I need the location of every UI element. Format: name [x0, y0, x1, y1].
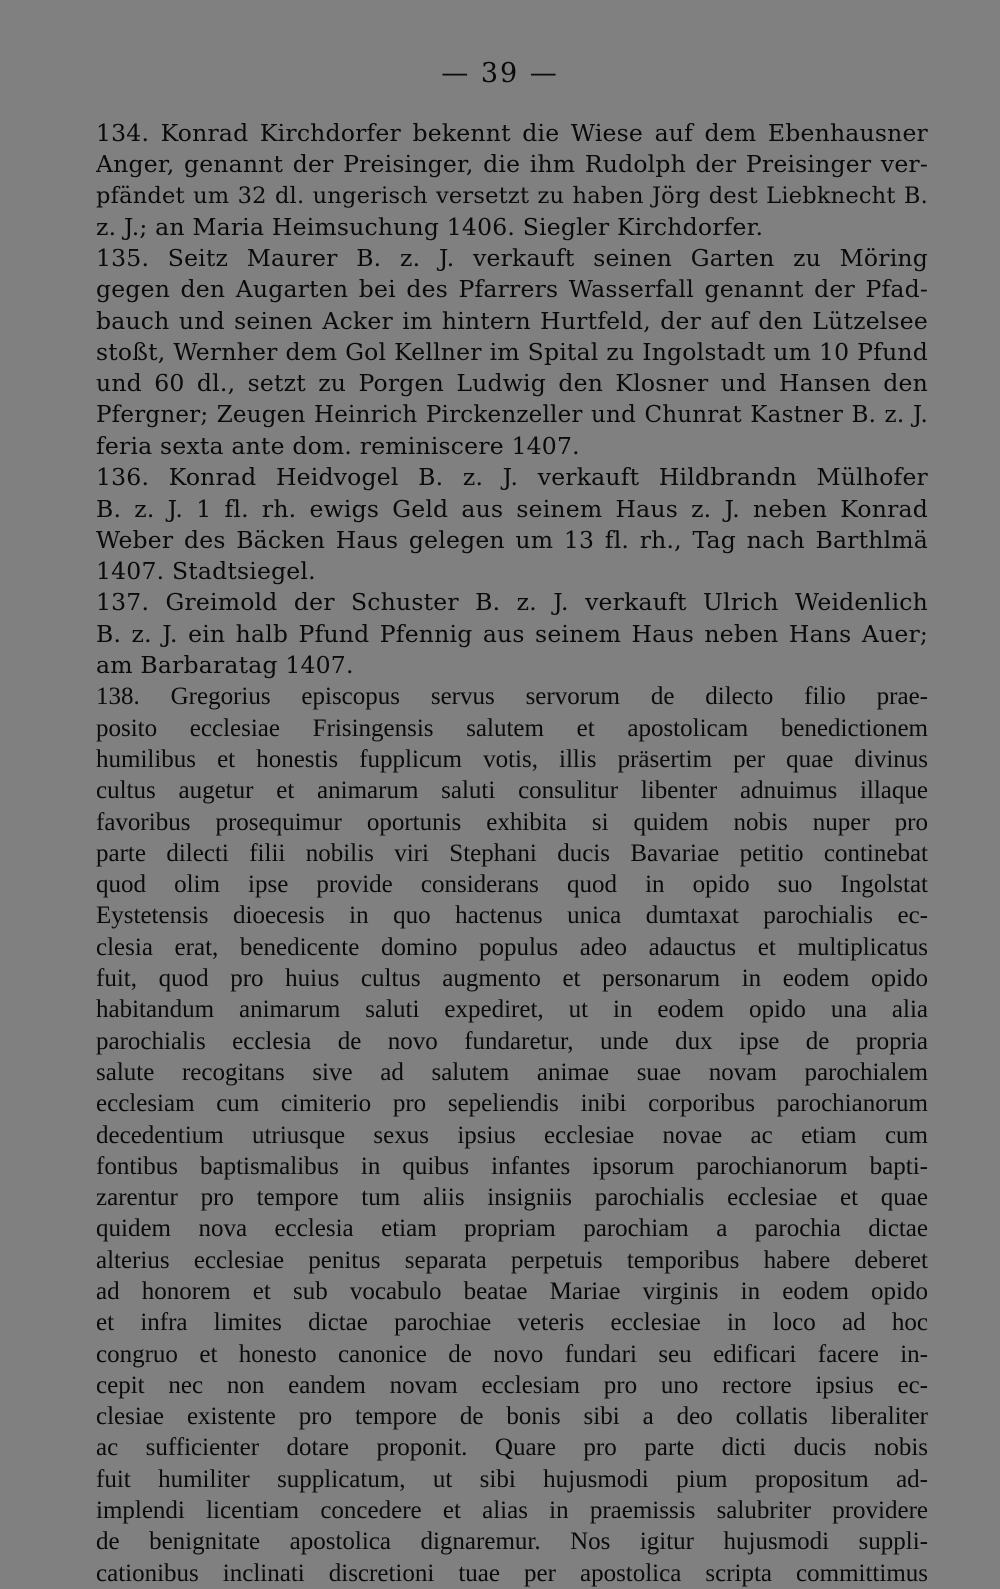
entry-line: decedentium utriusque sexus ipsius ecclesiae novae ac etiam cum: [96, 1121, 928, 1149]
entry-line: zarentur pro tempore tum aliis insigniis parochialis ecclesiae et quae: [96, 1184, 928, 1212]
entry-line: Eystetensis dioecesis in quo hactenus unica dumtaxat parochialis ec-: [96, 902, 928, 930]
entry-line: am Barbaratag 1407.: [96, 651, 354, 680]
entry-line: gegen den Augarten bei des Pfarrers Wasserfall genannt der Pfad-: [96, 275, 928, 304]
entry-line: bauch und seinen Acker im hintern Hurtfeld, der auf den Lützelsee: [96, 306, 928, 335]
entry-line: parte dilecti filii nobilis viri Stephani ducis Bavariae petitio continebat: [96, 839, 928, 867]
entry-line: Anger, genannt der Preisinger, die ihm Rudolph der Preisinger ver-: [96, 150, 928, 179]
entry-line: salute recogitans sive ad salutem animae suae novam parochialem: [96, 1058, 928, 1086]
entry-line: 137. Greimold der Schuster B. z. J. verkauft Ulrich Weidenlich: [96, 588, 928, 617]
entry-line: Weber des Bäcken Haus gelegen um 13 fl. rh., Tag nach Barthlmä: [96, 525, 928, 554]
entry-line: 1407. Stadtsiegel.: [96, 557, 316, 586]
entry-line: und 60 dl., setzt zu Porgen Ludwig den Klosner und Hansen den: [96, 369, 928, 398]
entry-line: quod olim ipse provide considerans quod in opido suo Ingolstat: [96, 871, 928, 899]
entry-line: alterius ecclesiae penitus separata perpetuis temporibus habere deberet: [96, 1246, 928, 1274]
entry-line: habitandum animarum saluti expediret, ut in eodem opido una alia: [96, 996, 928, 1024]
entry-line: Pfergner; Zeugen Heinrich Pirckenzeller und Chunrat Kastner B. z. J.: [96, 401, 928, 428]
entry-line: ecclesiam cum cimiterio pro sepeliendis inibi corporibus parochianorum: [96, 1090, 928, 1118]
entry-line: clesiae existente pro tempore de bonis sibi a deo collatis liberaliter: [96, 1403, 928, 1431]
entry-line: fuit humiliter supplicatum, ut sibi hujusmodi pium propositum ad-: [96, 1465, 928, 1493]
entry-line: implendi licentiam concedere et alias in praemissis salubriter providere: [96, 1497, 928, 1525]
entry-line: 136. Konrad Heidvogel B. z. J. verkauft Hildbrandn Mülhofer: [96, 463, 928, 492]
entry-line: ad honorem et sub vocabulo beatae Mariae virginis in eodem opido: [96, 1277, 928, 1305]
entry-line: pfändet um 32 dl. ungerisch versetzt zu haben Jörg dest Liebknecht B.: [96, 182, 928, 209]
entry-line: fuit, quod pro huius cultus augmento et personarum in eodem opido: [96, 965, 928, 993]
entry-line: posito ecclesiae Frisingensis salutem et apostolicam benedictionem: [96, 714, 928, 742]
entry-line: stoßt, Wernher dem Gol Kellner im Spital zu Ingolstadt um 10 Pfund: [96, 338, 928, 367]
entry-line: B. z. J. ein halb Pfund Pfennig aus seinem Haus neben Hans Auer;: [96, 619, 928, 648]
entry-line: quidem nova ecclesia etiam propriam parochiam a parochia dictae: [96, 1215, 928, 1243]
entry-135: [96, 243, 928, 462]
entry-line: clesia erat, benedicente domino populus adeo adauctus et multiplicatus: [96, 933, 928, 961]
entry-line: ac sufficienter dotare proponit. Quare pro parte dicti ducis nobis: [96, 1434, 928, 1462]
entry-line: de benignitate apostolica dignaremur. Nos igitur hujusmodi suppli-: [96, 1528, 928, 1556]
page-number: — 39 —: [441, 58, 559, 89]
page-body: [96, 118, 928, 1589]
entry-line: 135. Seitz Maurer B. z. J. verkauft seinen Garten zu Möring: [96, 244, 928, 273]
entry-line: favoribus prosequimur oportunis exhibita si quidem nobis nuper pro: [96, 808, 928, 836]
entry-line: 138. Gregorius episcopus servus servorum de dilecto filio prae-: [96, 683, 928, 711]
entry-line: cultus augetur et animarum saluti consulitur libenter adnuimus illaque: [96, 777, 928, 805]
entry-line: cationibus inclinati discretioni tuae per apostolica scripta committimus: [96, 1559, 928, 1587]
entry-134: [96, 118, 928, 243]
entry-line: humilibus et honestis fupplicum votis, illis präsertim per quae divinus: [96, 745, 928, 773]
entry-line: et infra limites dictae parochiae veteris ecclesiae in loco ad hoc: [96, 1309, 928, 1337]
entry-line: congruo et honesto canonice de novo fundari seu edificari facere in-: [96, 1340, 928, 1368]
entry-138: [96, 681, 928, 1589]
entry-137: [96, 587, 928, 681]
entry-line: feria sexta ante dom. reminiscere 1407.: [96, 431, 580, 460]
entry-136: [96, 462, 928, 587]
entry-line: B. z. J. 1 fl. rh. ewigs Geld aus seinem Haus z. J. neben Konrad: [96, 494, 928, 523]
entry-line: fontibus baptismalibus in quibus infantes ipsorum parochianorum bapti-: [96, 1152, 928, 1180]
entry-line: parochialis ecclesia de novo fundaretur, unde dux ipse de propria: [96, 1027, 928, 1055]
entry-line: z. J.; an Maria Heimsuchung 1406. Siegler Kirchdorfer.: [96, 212, 764, 241]
entry-line: 134. Konrad Kirchdorfer bekennt die Wiese auf dem Ebenhausner: [96, 119, 928, 147]
entry-line: cepit nec non eandem novam ecclesiam pro uno rectore ipsius ec-: [96, 1371, 928, 1399]
